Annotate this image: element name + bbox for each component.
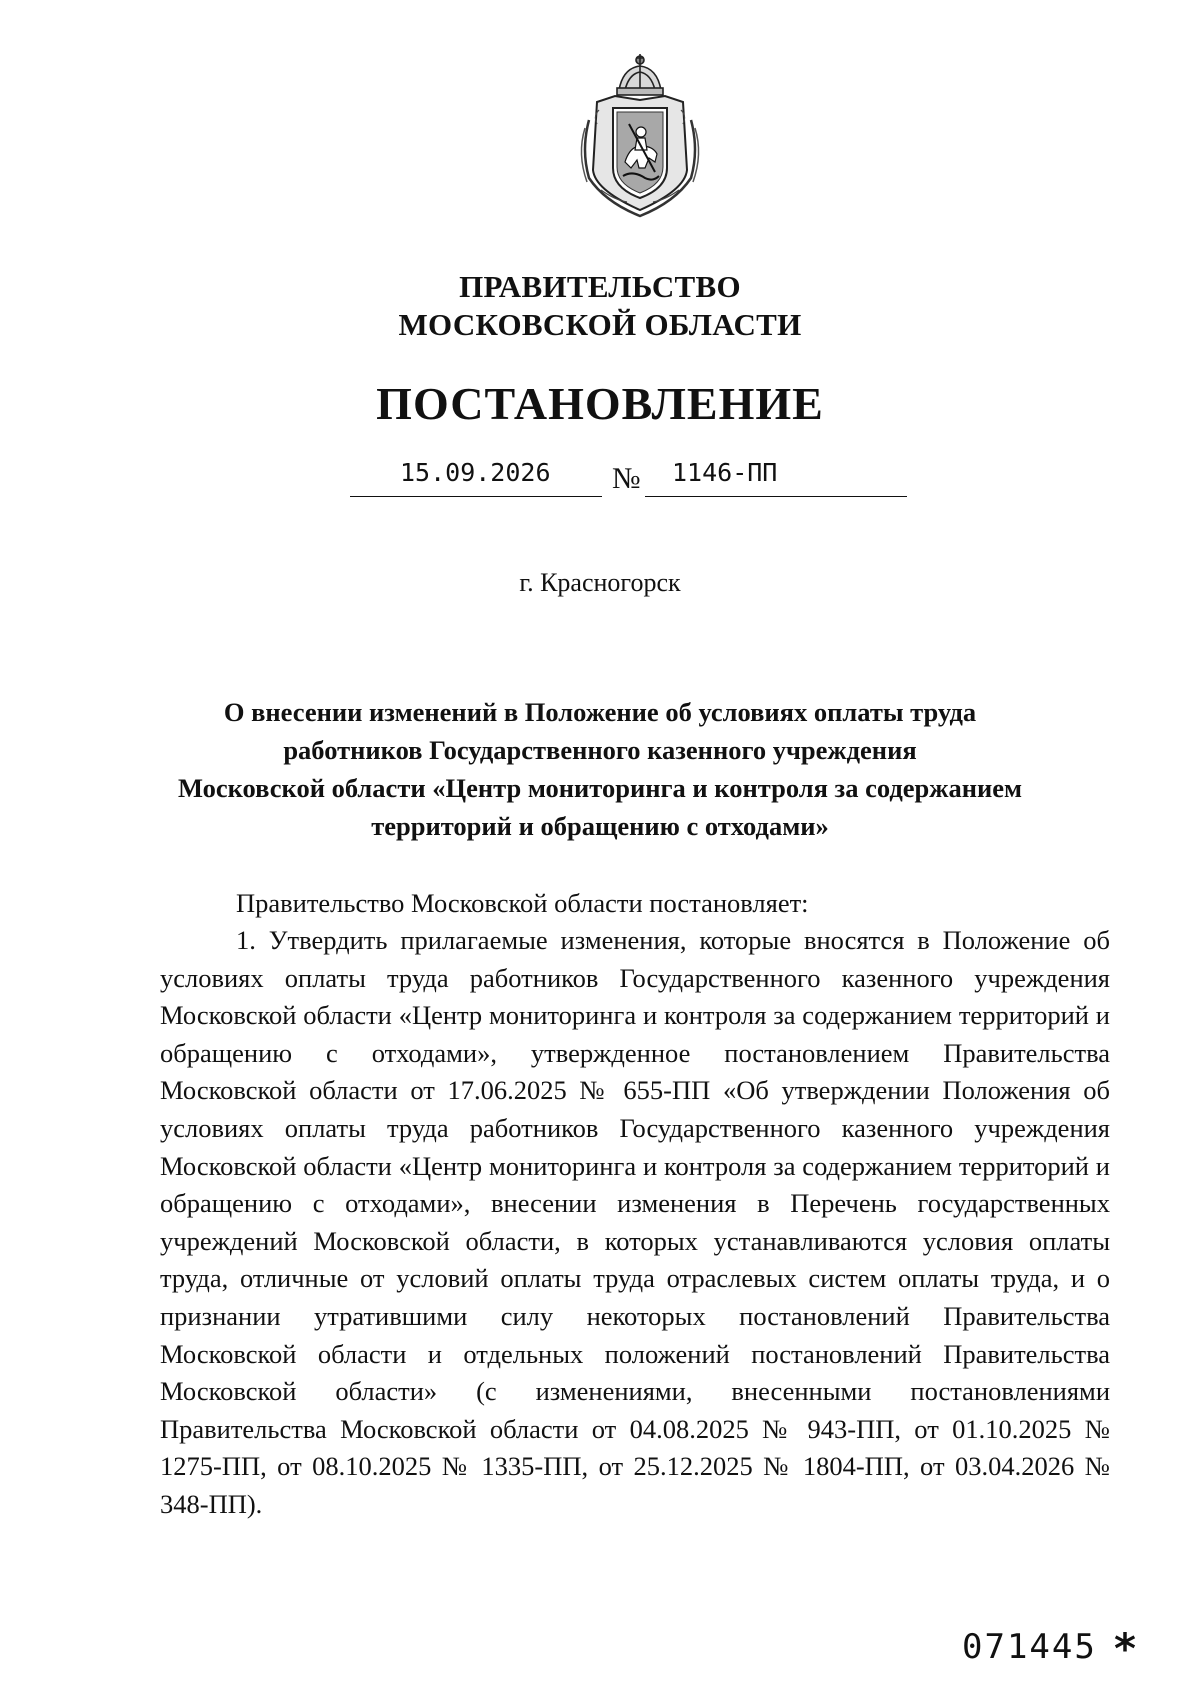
subject-line-4: территорий и обращению с отходами» [371,811,829,841]
serial-number: 071445 [962,1627,1097,1667]
organization-line-2: МОСКОВСКОЙ ОБЛАСТИ [398,307,802,342]
coat-of-arms-icon [575,50,705,220]
resolution-intro: Правительство Московской области постановляет: [236,888,809,918]
date-underline [350,496,602,497]
number-underline [645,496,907,497]
subject-line-2: работников Государственного казенного учреждения [283,735,917,765]
document-date: 15.09.2026 [400,458,551,487]
number-sign: № [612,462,641,495]
city-name: г. Красногорск [519,568,681,597]
paragraph-1: 1. Утвердить прилагаемые изменения, которые вносятся в Положение об условиях оплаты труда работников Государственного казенного учреждения Московской области «Центр мониторинга и контроля за содержанием территорий и обращению с отходами», утвержденное постановлением Правительства Московской области от 17.06.2025 № 655-ПП «Об утверждении Положения об условиях оплаты труда работников Государственного казенного учреждения Московской области «Центр мониторинга и контроля за содержанием территорий и обращению с отходами», внесении изменения в Перечень государственных учреждений Московской области, в которых устанавливаются условия оплаты труда, отличные от условий оплаты труда отраслевых систем оплаты труда, и о признании утратившими силу некоторых постановлений Правительства Московской области и отдельных положений постановлений Правительства Московской области» (с изменениями, внесенными постановлениями Правительства Московской области от 04.08.2025 № 943-ПП, от 01.10.2025 № 1275-ПП, от 08.10.2025 № 1335-ПП, от 25.12.2025 № 1804-ПП, от 03.04.2026 № 348-ПП). [160,925,1110,1519]
date-number-row [0,458,1200,508]
organization-line-1: ПРАВИТЕЛЬСТВО [459,269,741,304]
subject-line-3: Московской области «Центр мониторинга и контроля за содержанием [177,773,1023,803]
document-number: 1146-ПП [672,458,778,487]
document-subject [0,693,1200,845]
organization-name [0,268,1200,344]
subject-line-1: О внесении изменений в Положение об условиях оплаты труда [223,697,977,727]
serial-mark: * [1114,1624,1136,1673]
document-type-title: ПОСТАНОВЛЕНИЕ [376,378,824,429]
